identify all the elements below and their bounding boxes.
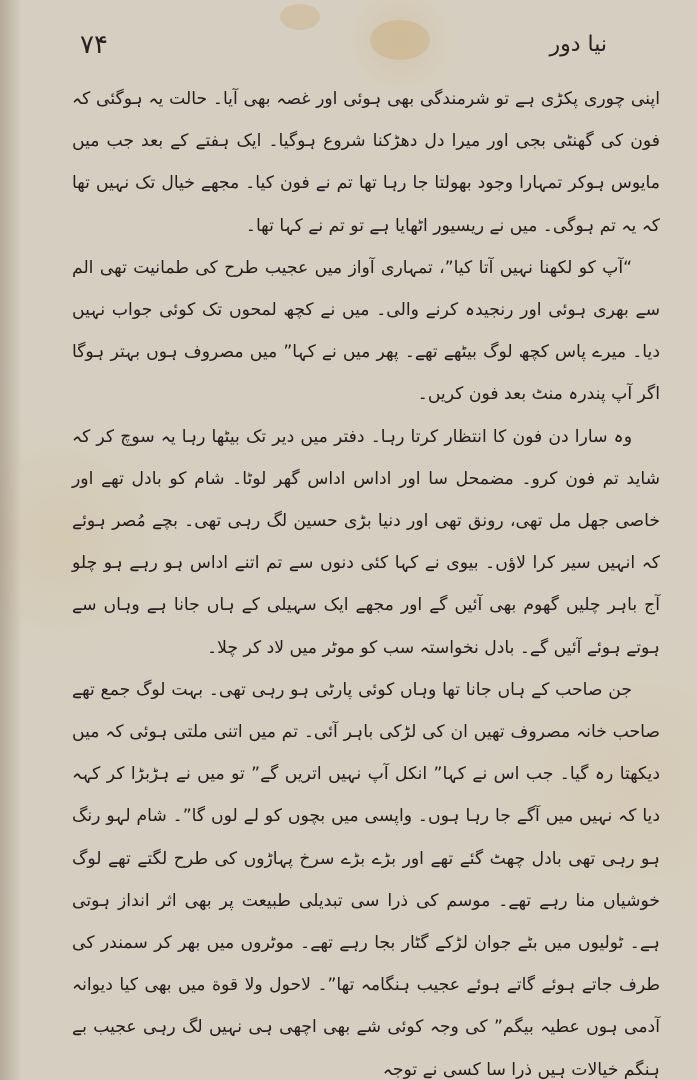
- paragraph-2: “آپ کو لکھنا نہیں آتا کیا”، تمہاری آواز میں عجیب طرح کی طمانیت تھی الم سے بھری ہوئی اور رنجیدہ کرنے والی۔ میں نے کچھ لمحوں تک کوئی جواب نہیں دیا۔ میرے پاس کچھ لوگ بیٹھے تھے۔ پھر میں نے کہا” میں مصروف ہوں بہتر ہوگا اگر آپ پندرہ منٹ بعد فون کریں۔: [72, 257, 660, 405]
- paragraph-4: جن صاحب کے ہاں جانا تھا وہاں کوئی پارٹی ہو رہی تھی۔ بہت لوگ جمع تھے صاحب خانہ مصروف تھیں ان کی لڑکی باہر آئی۔ تم میں اتنی ملتی ہوئی کہ میں دیکھتا رہ گیا۔ جب اس نے کہا” انکل آپ نہیں اتریں گے” تو میں نے ہڑبڑا کر کہہ دیا کہ نہیں میں آگے جا رہا ہوں۔ واپسی میں بچوں کو لے لوں گا”۔ شام لہو رنگ ہو رہی تھی بادل چھٹ گئے تھے اور بڑے بڑے سرخ پہاڑوں کی طرح لگتے تھے لوگ خوشیاں منا رہے تھے۔ موسم کی ذرا سی تبدیلی طبیعت پر بھی اثر انداز ہوتی ہے۔ ٹولیوں میں بٹے جوان لڑکے گٹار بجا رہے تھے۔ موٹروں میں بھر کر سمندر کی طرف جاتے ہوئے گاتے ہوئے عجیب ہنگامہ تھا”۔ لاحول ولا قوة میں بھی کیا دیوانہ آدمی ہوں عطیہ بیگم” کی وجہ کوئی شے بھی اچھی ہی نہیں لگ رہی عجیب بے ہنگم خیالات ہیں ذرا سا کسی نے توجہ: [72, 679, 660, 1080]
- page-spine-shadow: [0, 0, 22, 1080]
- body-text: [72, 78, 660, 1080]
- paper-stain: [280, 4, 320, 30]
- paragraph-1: اپنی چوری پکڑی ہے تو شرمندگی بھی ہوئی اور غصہ بھی آیا۔ حالت یہ ہوگئی کہ فون کی گھنٹی بجی اور میرا دل دھڑکنا شروع ہوگیا۔ ایک ہفتے کے بعد جب میں مایوس ہوکر تمہارا وجود بھولتا جا رہا تھا تم نے فون کیا۔ مجھے خیال تک نہیں تھا کہ یہ تم ہوگی۔ میں نے ریسیور اٹھایا ہے تو تم نے کہا تھا۔: [72, 89, 660, 236]
- running-title: نیا دور: [549, 32, 607, 57]
- paragraph-3: وہ سارا دن فون کا انتظار کرتا رہا۔ دفتر میں دیر تک بیٹھا رہا یہ سوچ کر کہ شاید تم فون کرو۔ مضمحل سا اور اداس اداس گھر لوٹا۔ شام کو بادل تھے اور خاصی جھل مل تھی، رونق تھی اور دنیا بڑی حسین لگ رہی تھی۔ بچے مُصر ہوئے کہ انہیں سیر کرا لاؤں۔ بیوی نے کہا کئی دنوں سے تم اتنے اداس ہو رہے ہو چلو آج باہر چلیں گھوم بھی آئیں گے اور مجھے ایک سہیلی کے ہاں جانا ہے وہاں سے ہوتے ہوئے آئیں گے۔ بادل نخواستہ سب کو موٹر میں لاد کر چلا۔: [72, 426, 660, 658]
- page-header: [80, 30, 657, 70]
- page-number: ۷۴: [80, 30, 108, 60]
